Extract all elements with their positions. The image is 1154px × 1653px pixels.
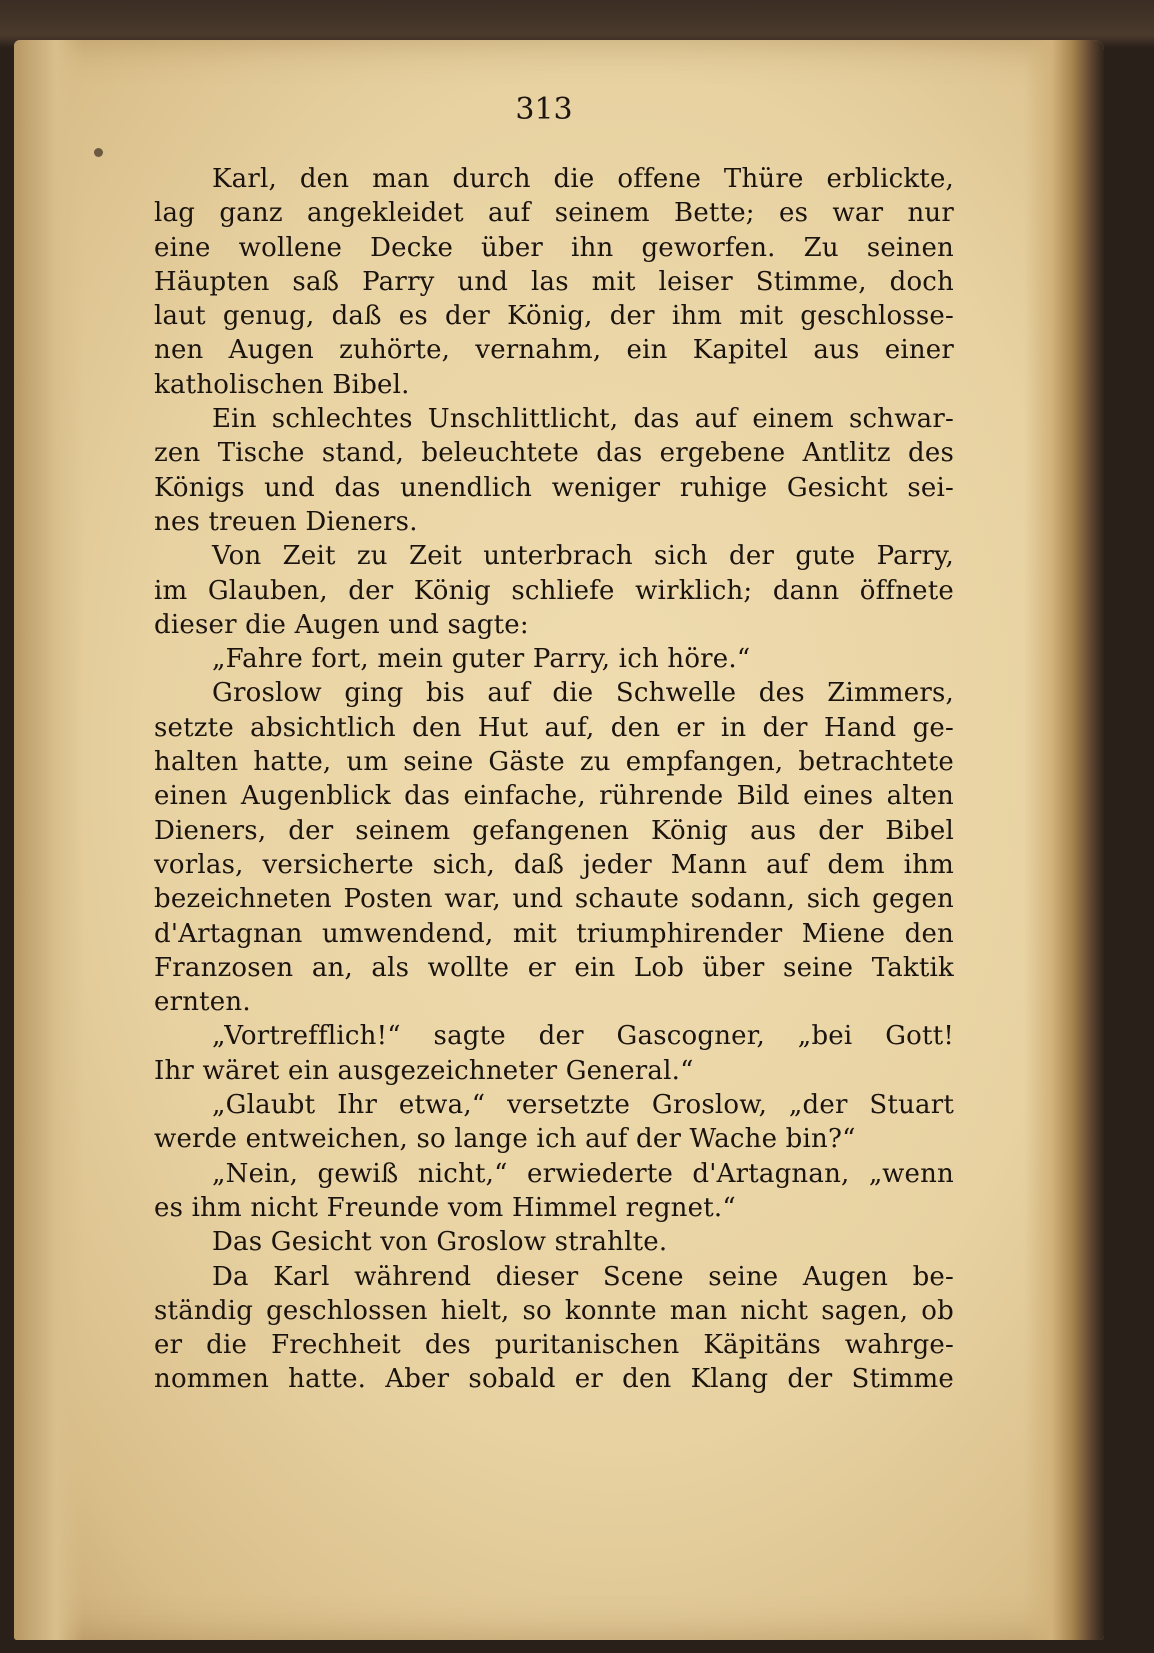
text-line: nommen hatte. Aber sobald er den Klang der Stimme (154, 1364, 954, 1395)
text-line: dieser die Augen und sagte: (154, 609, 529, 640)
text-line: nen Augen zuhörte, vernahm, ein Kapitel aus einer (154, 335, 954, 366)
text-line: laut genug, daß es der König, der ihm mit geschlosse- (154, 301, 954, 332)
text-line: vorlas, versicherte sich, daß jeder Mann auf dem ihm (154, 849, 954, 880)
text-line: Königs und das unendlich weniger ruhige Gesicht sei- (154, 472, 954, 503)
text-line: bezeichneten Posten war, und schaute sodann, sich gegen (154, 884, 954, 915)
text-line: Das Gesicht von Groslow strahlte. (212, 1227, 668, 1258)
text-line: „Vortrefflich!“ sagte der Gascogner, „bei Gott! (212, 1021, 954, 1052)
text-line: ernten. (154, 987, 251, 1018)
text-line: setzte absichtlich den Hut auf, den er in der Hand ge- (154, 712, 954, 743)
text-line: es ihm nicht Freunde vom Himmel regnet.“ (154, 1192, 736, 1223)
text-line: d'Artagnan umwendend, mit triumphirender Miene den (154, 918, 954, 949)
book-binding-edge (1024, 40, 1104, 1640)
text-line: einen Augenblick das einfache, rührende Bild eines alten (154, 781, 954, 812)
text-line: Von Zeit zu Zeit unterbrach sich der gute Parry, (212, 541, 954, 572)
text-line: „Nein, gewiß nicht,“ erwiederte d'Artagnan, „wenn (212, 1158, 954, 1189)
text-line: Franzosen an, als wollte er ein Lob über seine Taktik (154, 952, 954, 983)
text-line: ständig geschlossen hielt, so konnte man nicht sagen, ob (154, 1295, 954, 1326)
page-number: 313 (515, 92, 573, 127)
text-line: „Glaubt Ihr etwa,“ versetzte Groslow, „der Stuart (212, 1090, 954, 1121)
text-line: werde entweichen, so lange ich auf der Wache bin?“ (154, 1124, 856, 1155)
text-line: im Glauben, der König schliefe wirklich; dann öffnete (154, 575, 954, 606)
text-line: zen Tische stand, beleuchtete das ergebene Antlitz des (154, 438, 954, 469)
text-line: halten hatte, um seine Gäste zu empfangen, betrachtete (154, 747, 954, 778)
body-text (154, 162, 954, 1397)
margin-mark (94, 148, 103, 157)
text-line: Ihr wäret ein ausgezeichneter General.“ (154, 1055, 694, 1086)
text-line: er die Frechheit des puritanischen Käpitäns wahrge- (154, 1330, 954, 1361)
text-line: „Fahre fort, mein guter Parry, ich höre.“ (212, 644, 751, 675)
text-line: Karl, den man durch die offene Thüre erblickte, (212, 164, 954, 194)
text-line: Ein schlechtes Unschlittlicht, das auf einem schwar- (212, 404, 954, 435)
text-line: Häupten saß Parry und las mit leiser Stimme, doch (154, 266, 954, 297)
text-line: lag ganz angekleidet auf seinem Bette; es war nur (154, 198, 954, 229)
text-line: nes treuen Dieners. (154, 506, 418, 537)
text-line: eine wollene Decke über ihn geworfen. Zu seinen (154, 232, 954, 263)
text-line: Da Karl während dieser Scene seine Augen be- (212, 1261, 954, 1292)
page-gutter (14, 40, 84, 1640)
text-line: Dieners, der seinem gefangenen König aus der Bibel (154, 815, 954, 846)
book-page (14, 40, 1104, 1640)
text-line: Groslow ging bis auf die Schwelle des Zimmers, (212, 678, 954, 709)
text-line: katholischen Bibel. (154, 369, 410, 400)
